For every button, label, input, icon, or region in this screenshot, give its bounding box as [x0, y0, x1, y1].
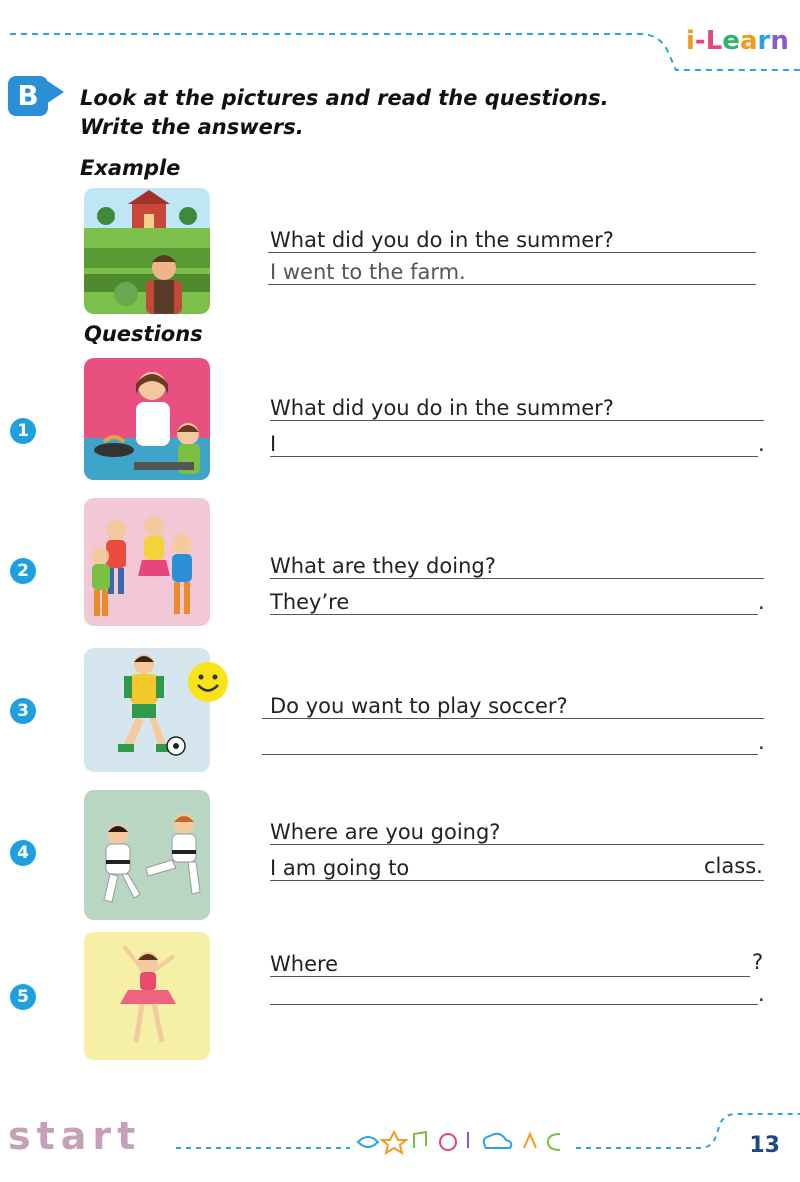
answer-4-end: class. — [704, 854, 763, 878]
question-5-end: ? — [752, 950, 764, 974]
children-playing-picture — [84, 498, 210, 626]
farm-picture — [84, 188, 210, 314]
doodle-icons — [354, 1126, 574, 1156]
question-number-3: 3 — [10, 698, 36, 724]
ballet-picture — [84, 932, 210, 1060]
instructions — [80, 84, 609, 142]
question-4-text: Where are you going? — [270, 820, 501, 844]
answer-3-line[interactable] — [262, 754, 758, 755]
answer-1-start: I — [270, 432, 277, 456]
answer-1-end: . — [758, 432, 765, 456]
answer-4-start: I am going to — [270, 856, 410, 880]
answer-3-end: . — [758, 730, 765, 754]
instruction-line-2: Write the answers. — [80, 115, 304, 139]
example-question: What did you do in the summer? — [270, 228, 614, 252]
start-footer-word: start — [8, 1114, 142, 1158]
questions-heading: Questions — [84, 322, 203, 346]
question-2-line — [270, 578, 764, 579]
question-number-4: 4 — [10, 840, 36, 866]
karate-picture — [84, 790, 210, 920]
answer-5-end: . — [758, 982, 765, 1006]
answer-2-end: . — [758, 590, 765, 614]
instruction-line-1: Look at the pictures and read the questions. — [80, 86, 609, 110]
example-question-line — [268, 252, 756, 253]
question-5-text: Where — [270, 952, 339, 976]
example-heading: Example — [80, 156, 181, 180]
question-5-line[interactable] — [270, 976, 750, 977]
question-3-line — [262, 718, 764, 719]
question-2-text: What are they doing? — [270, 554, 496, 578]
question-4-line — [270, 844, 764, 845]
i-learn-logo: i-Learn — [686, 26, 789, 56]
question-1-line — [270, 420, 764, 421]
cooking-picture — [84, 358, 210, 480]
answer-1-line[interactable] — [270, 456, 758, 457]
question-1-text: What did you do in the summer? — [270, 396, 614, 420]
answer-4-line[interactable] — [270, 880, 764, 881]
answer-2-line[interactable] — [270, 614, 758, 615]
answer-2-start: They’re — [270, 590, 350, 614]
example-answer: I went to the farm. — [270, 260, 466, 284]
answer-5-line[interactable] — [270, 1004, 758, 1005]
smiley-face-icon — [186, 660, 230, 704]
example-answer-line — [268, 284, 756, 285]
question-number-2: 2 — [10, 558, 36, 584]
question-number-1: 1 — [10, 418, 36, 444]
question-3-text: Do you want to play soccer? — [270, 694, 568, 718]
top-dashed-border — [0, 0, 800, 80]
question-number-5: 5 — [10, 984, 36, 1010]
section-badge: B — [8, 76, 48, 116]
page-number: 13 — [749, 1133, 780, 1158]
